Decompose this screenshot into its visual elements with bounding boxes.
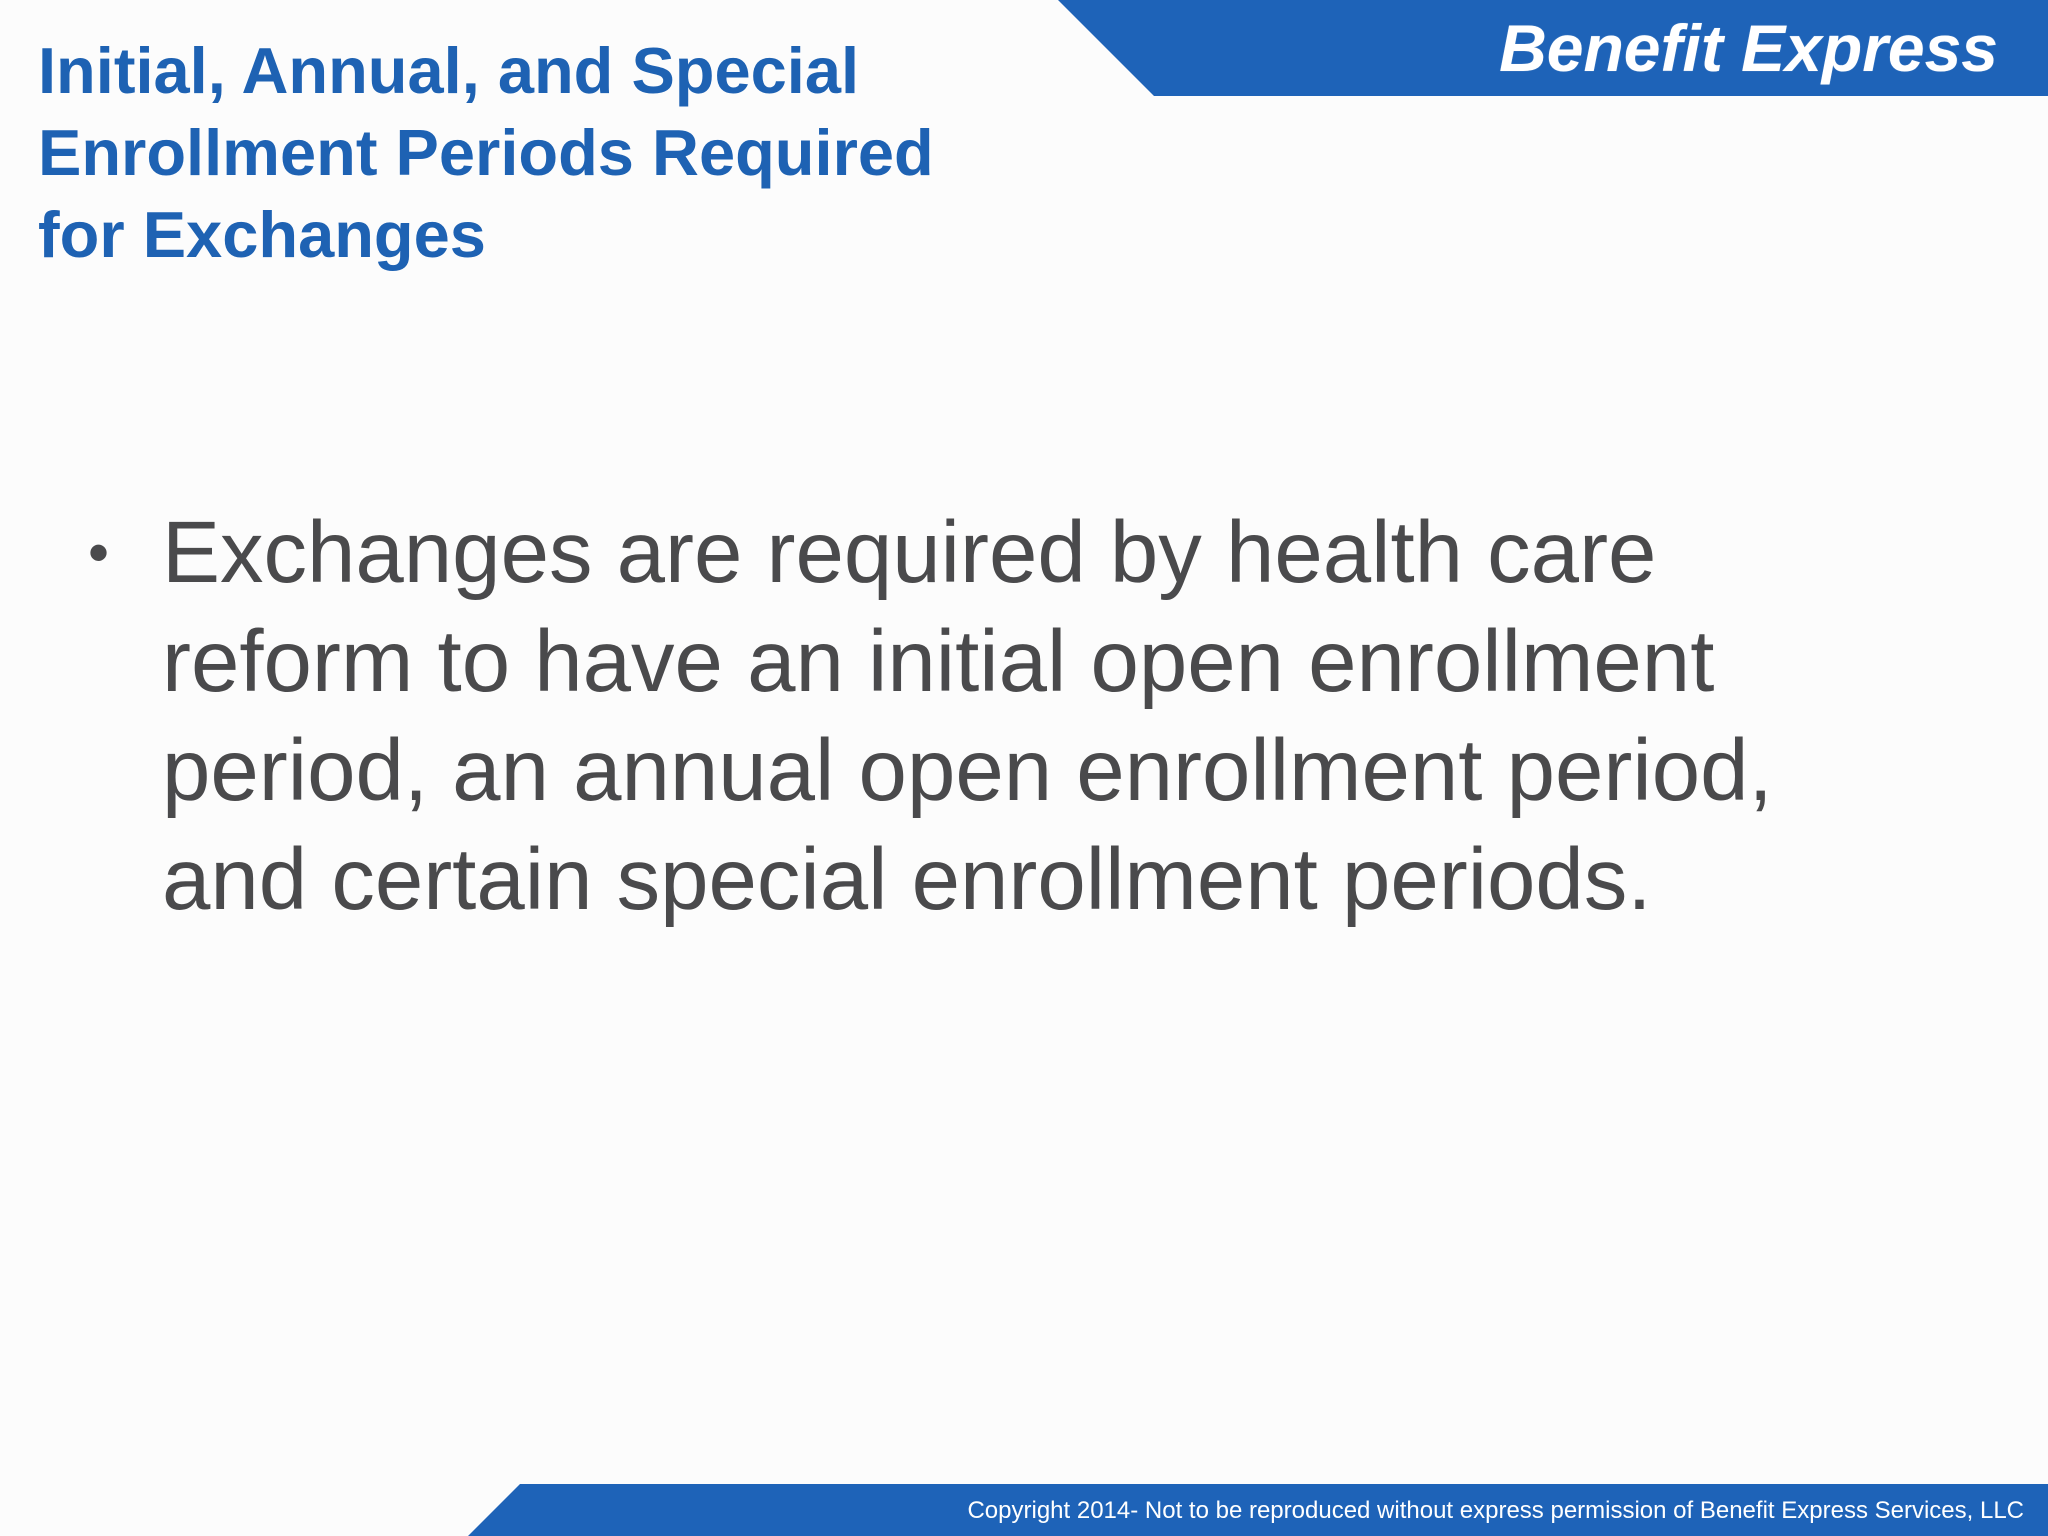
- bullet-item: [88, 498, 1888, 934]
- benefit-express-logo: Benefit Express: [1499, 11, 1998, 85]
- bullet-line-4: and certain special enrollment periods.: [162, 831, 1652, 928]
- title-line-1: Initial, Annual, and Special: [38, 34, 860, 107]
- copyright-notice: Copyright 2014- Not to be reproduced without express permission of Benefit Express Services, LLC: [967, 1497, 2024, 1524]
- title-line-3: for Exchanges: [38, 198, 486, 271]
- slide-content-list: [88, 498, 1888, 934]
- bullet-icon: •: [88, 519, 110, 586]
- bullet-line-2: reform to have an initial open enrollment: [162, 613, 1715, 710]
- title-line-2: Enrollment Periods Required: [38, 116, 934, 189]
- bullet-line-3: period, an annual open enrollment period,: [162, 722, 1773, 819]
- slide-title: [38, 30, 1058, 276]
- bullet-line-1: Exchanges are required by health care: [162, 504, 1657, 601]
